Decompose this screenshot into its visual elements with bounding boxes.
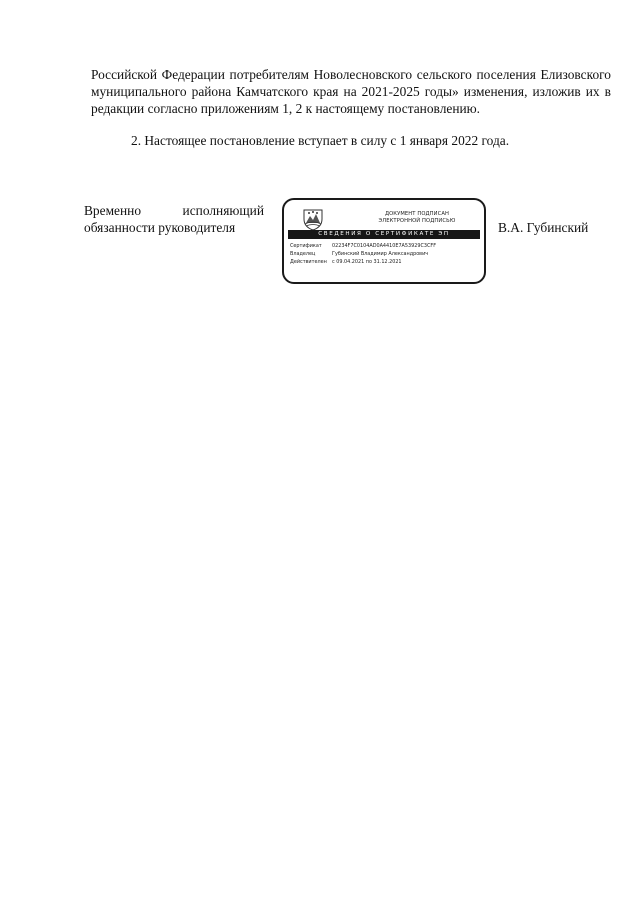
certificate-value: 02234F7C0104AD0A4410E7A53929C3CFF — [332, 243, 437, 249]
stamp-certificate-details — [290, 242, 436, 266]
owner-value: Губинский Владимир Александрович — [332, 251, 429, 257]
stamp-row-validity — [290, 258, 436, 266]
stamp-heading — [348, 211, 486, 224]
owner-label: Владелец — [290, 251, 316, 257]
certificate-label: Сертификат — [290, 243, 322, 249]
signatory-position-line-1 — [84, 202, 264, 219]
valid-value: с 09.04.2021 по 31.12.2021 — [332, 259, 402, 265]
position-word-2: исполняющий — [182, 203, 264, 218]
stamp-heading-line-1: ДОКУМЕНТ ПОДПИСАН — [384, 211, 450, 217]
stamp-row-owner — [290, 250, 436, 258]
signatory-position-line-2: обязанности руководителя — [84, 220, 236, 235]
signatory-name: В.А. Губинский — [498, 220, 589, 235]
position-word-1: Временно — [84, 203, 142, 218]
stamp-row-certificate — [290, 242, 436, 250]
coat-of-arms-emblem-icon — [302, 207, 324, 231]
electronic-signature-stamp — [282, 198, 486, 284]
stamp-certificate-band: СВЕДЕНИЯ О СЕРТИФИКАТЕ ЭП — [288, 230, 480, 239]
paragraph-amendment: Российской Федерации потребителям Новолесновского сельского поселения Елизовского муниципального района Камчатского края на 2021-2025 годы» изменения, изложив их в редакции согласно приложениям 1, 2 к настоящему постановлению. — [91, 67, 611, 116]
signatory-position — [84, 202, 264, 236]
valid-label: Действителен — [290, 259, 327, 265]
paragraph-effective-date: 2. Настоящее постановление вступает в силу с 1 января 2022 года. — [131, 133, 510, 148]
stamp-heading-line-2: ЭЛЕКТРОННОЙ ПОДПИСЬЮ — [378, 217, 456, 224]
